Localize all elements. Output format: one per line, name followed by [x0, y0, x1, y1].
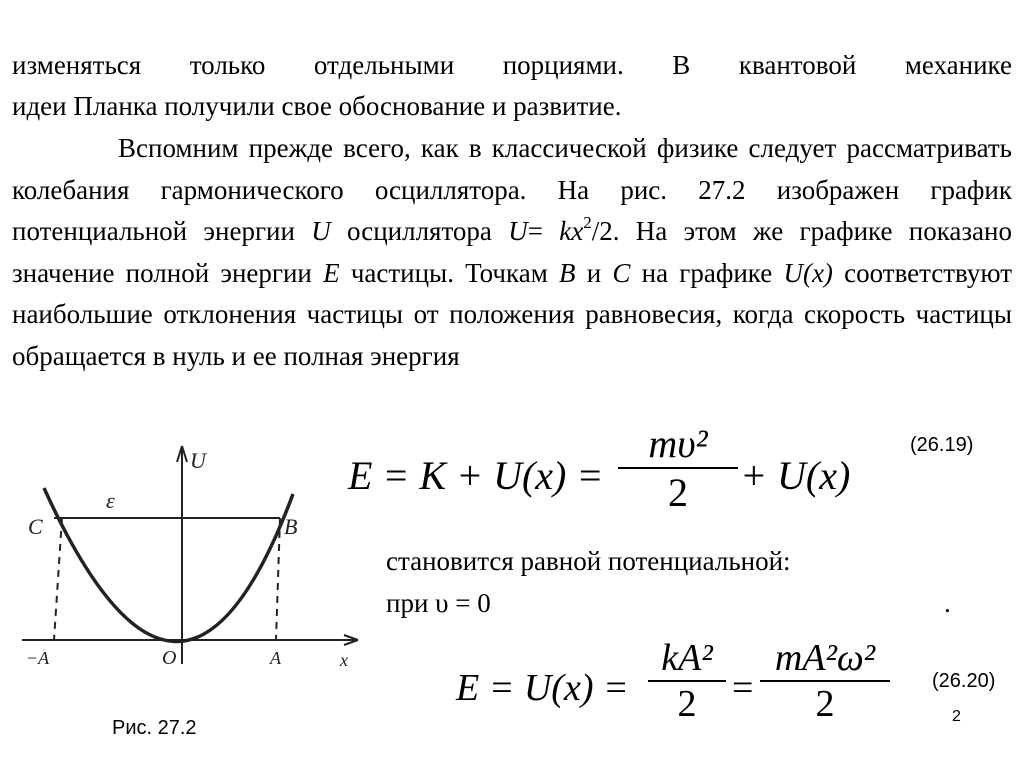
eq1-denominator: 2: [668, 470, 688, 515]
eq1-lhs: E = K + U(x) =: [348, 453, 604, 498]
label-c: C: [28, 514, 43, 539]
paragraph-oscillator: Вспомним прежде всего, как в классической физике следует рассматривать колебания гармонического осциллятора. На рис. 27.2 изображен график потенциальной энергии U осциллятора $U= kx^2/2$. На этом же графике показано значение полной энергии E частицы. Точкам B и C на графике U(x) соответствуют наибольшие отклонения частицы от положения равновесия, когда скорость частицы обращается в нуль и ее полная энергия: [12, 133, 1012, 371]
paragraph-line-2: идеи Планка получили свое обоснование и развитие.: [12, 91, 622, 121]
eq2-equals: =: [732, 667, 754, 709]
label-minus-a: −A: [26, 648, 50, 668]
eq2-fraction-1: [648, 636, 726, 726]
eq1-rhs: + U(x): [740, 453, 851, 498]
eq2-lhs: E = U(x) =: [456, 667, 629, 709]
potential-energy-figure: [18, 432, 368, 672]
label-a: A: [270, 648, 281, 668]
text-condition-line: при υ = 0: [386, 588, 491, 618]
label-o: O: [162, 647, 177, 669]
eq2-frac2-numerator: mA²ω²: [760, 636, 890, 682]
eq2-frac1-denominator: 2: [677, 683, 697, 725]
eq2-frac1-numerator: kA²: [648, 636, 726, 682]
equation-26-19: [348, 420, 888, 540]
figure-caption: Рис. 27.2: [112, 717, 197, 739]
text-potential-line: становится равной потенциальной:: [386, 546, 791, 576]
dashed-line-left: [54, 518, 62, 640]
label-x: x: [340, 650, 348, 670]
trailing-dot: .: [944, 588, 951, 618]
page-number: 2: [952, 708, 961, 725]
eq1-numerator: mυ²: [618, 420, 738, 469]
parabola-curve: [44, 488, 293, 642]
equation-26-20: [456, 636, 906, 756]
equation-number-26-19: (26.19): [910, 434, 974, 456]
eq1-fraction: [618, 420, 738, 516]
label-b: B: [284, 514, 298, 539]
label-u: U: [190, 448, 206, 473]
paragraph-line-1: изменяться только отдельными порциями. В квантовой механике: [12, 50, 1012, 80]
eq2-fraction-2: [760, 636, 890, 726]
equation-number-26-20: (26.20): [932, 670, 996, 692]
eq2-frac2-denominator: 2: [815, 683, 835, 725]
label-energy: ε: [106, 488, 115, 513]
